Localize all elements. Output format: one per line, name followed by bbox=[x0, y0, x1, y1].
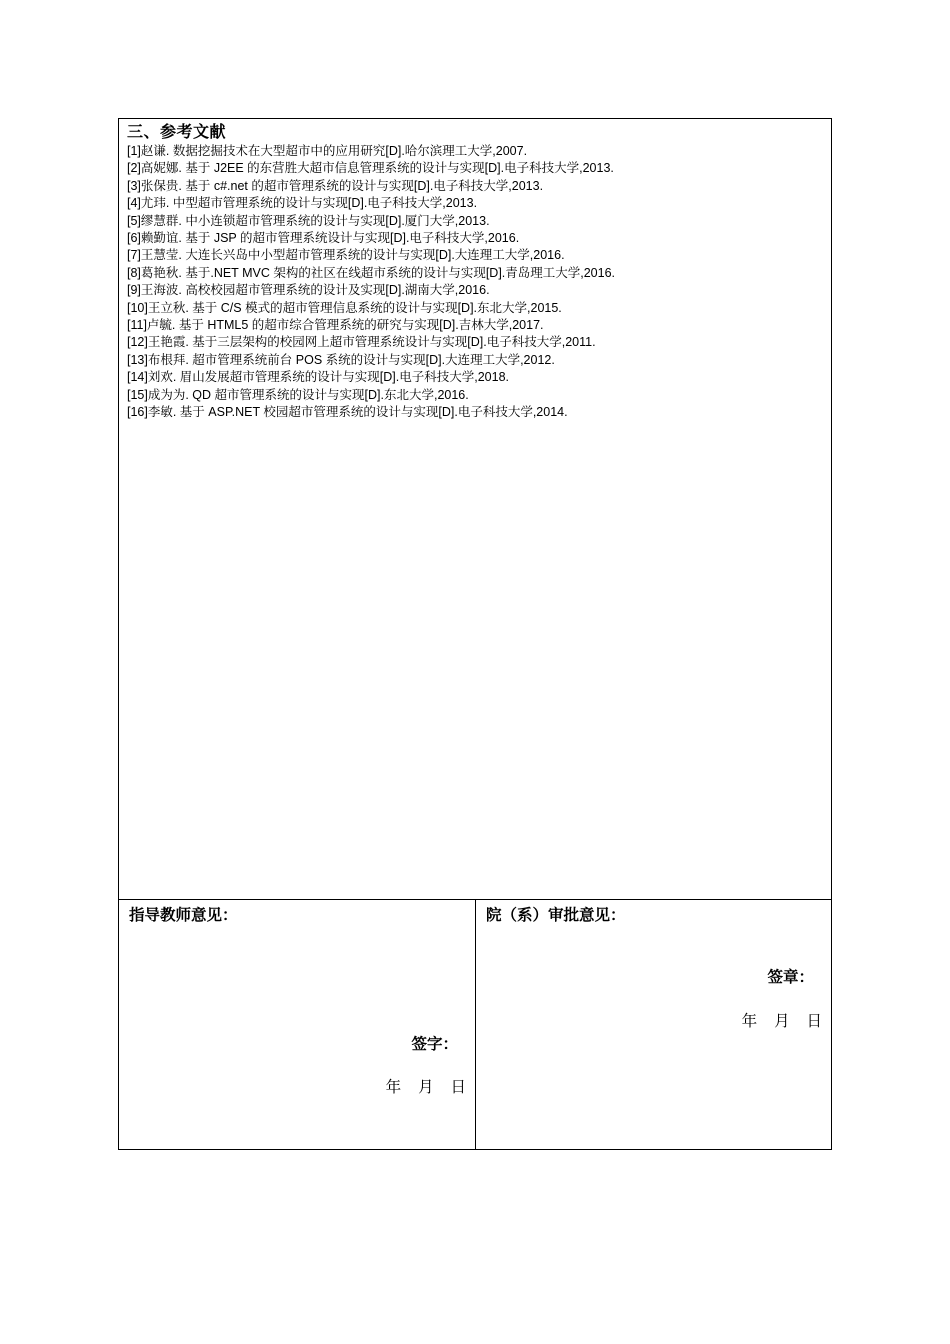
advisor-signature-label: 签字： bbox=[411, 1035, 458, 1053]
reference-item: [10]王立秋. 基于 C/S 模式的超市管理信息系统的设计与实现[D].东北大学,2015. bbox=[127, 300, 562, 315]
department-opinion-cell[interactable] bbox=[476, 900, 831, 1149]
reference-list bbox=[127, 143, 831, 422]
form-table bbox=[118, 118, 832, 1150]
reference-item: [4]尤玮. 中型超市管理系统的设计与实现[D].电子科技大学,2013. bbox=[127, 196, 478, 211]
reference-item: [3]张保贵. 基于 c#.net 的超市管理系统的设计与实现[D].电子科技大学,2013. bbox=[127, 178, 544, 193]
reference-item: [1]赵谦. 数据挖掘技术在大型超市中的应用研究[D].哈尔滨理工大学,2007. bbox=[127, 144, 528, 158]
reference-item: [13]布根拜. 超市管理系统前台 POS 系统的设计与实现[D].大连理工大学,2012. bbox=[127, 352, 555, 367]
reference-item: [7]王慧莹. 大连长兴岛中小型超市管理系统的设计与实现[D].大连理工大学,2016. bbox=[127, 248, 565, 263]
reference-item: [9]王海波. 高校校园超市管理系统的设计及实现[D].湖南大学,2016. bbox=[127, 283, 490, 298]
advisor-opinion-heading: 指导教师意见： bbox=[129, 906, 238, 924]
references-title: 三、参考文献 bbox=[127, 122, 227, 141]
advisor-date-label: 年 月 日 bbox=[385, 1078, 472, 1096]
department-seal-label: 签章： bbox=[767, 968, 814, 986]
reference-item: [5]缪慧群. 中小连锁超市管理系统的设计与实现[D].厦门大学,2013. bbox=[127, 213, 490, 228]
reference-item: [12]王艳霞. 基于三层架构的校园网上超市管理系统设计与实现[D].电子科技大学,2011. bbox=[127, 335, 596, 350]
department-opinion-heading: 院（系）审批意见： bbox=[486, 906, 626, 924]
references-section bbox=[119, 119, 831, 900]
advisor-opinion-cell[interactable] bbox=[119, 900, 476, 1149]
reference-item: [8]葛艳秋. 基于.NET MVC 架构的社区在线超市系统的设计与实现[D].青岛理工大学,2016. bbox=[127, 265, 616, 280]
reference-item: [14]刘欢. 眉山发展超市管理系统的设计与实现[D].电子科技大学,2018. bbox=[127, 370, 509, 385]
reference-item: [15]成为为. QD 超市管理系统的设计与实现[D].东北大学,2016. bbox=[127, 387, 469, 402]
opinions-row bbox=[119, 900, 831, 1149]
reference-item: [2]高妮娜. 基于 J2EE 的东营胜大超市信息管理系统的设计与实现[D].电子科技大学,2013. bbox=[127, 161, 614, 176]
reference-item: [16]李敏. 基于 ASP.NET 校园超市管理系统的设计与实现[D].电子科技大学,2014. bbox=[127, 405, 568, 420]
reference-item: [6]赖勤谊. 基于 JSP 的超市管理系统设计与实现[D].电子科技大学,2016. bbox=[127, 231, 520, 246]
reference-item: [11]卢毓. 基于 HTML5 的超市综合管理系统的研究与实现[D].吉林大学,2017. bbox=[127, 318, 544, 333]
department-date-label: 年 月 日 bbox=[741, 1012, 828, 1030]
